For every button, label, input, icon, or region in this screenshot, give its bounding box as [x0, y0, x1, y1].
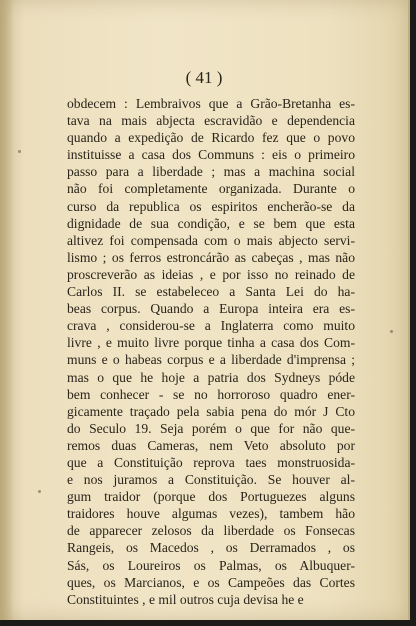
page-number: ( 41 ): [185, 68, 223, 87]
text-line: de apparecer zelosos da liberdade os Fonsecas: [67, 523, 355, 539]
text-line: proscreverão as ideias , e por isso no reinado de: [67, 266, 355, 282]
text-line: mas o que he hoje a patria dos Sydneys póde: [67, 369, 355, 385]
text-line: obdecem : Lembraivos que a Grão-Bretanha es-: [67, 96, 355, 111]
text-line: passo para a liberdade ; mas a machina social: [67, 164, 355, 180]
text-line: Sás, os Loureiros os Palmas, os Albuquer-: [67, 557, 355, 573]
text-line: dignidade de sua condição, e se bem que esta: [67, 215, 355, 231]
text-line: ques, os Marcianos, e os Campeões das Cortes: [67, 574, 355, 590]
text-line: curso da republica os espiritos encherão-se da: [67, 198, 355, 214]
text-line: lismo ; os ferros estroncárão as cabeças , mas não: [67, 249, 355, 265]
text-line: gicamente traçado pela sabia pena do mór J Cto: [67, 403, 355, 419]
text-line: não foi completamente organizada. Durante o: [67, 181, 355, 197]
text-line: bem conhecer - se no horroroso quadro ener-: [67, 386, 355, 402]
body-text: [67, 95, 355, 608]
text-line: e nos juramos a Constituição. Se houver al-: [67, 472, 355, 488]
paper-speck: [18, 150, 21, 153]
text-line: traidores houve algumas vezes), tambem hão: [67, 506, 355, 522]
paper-speck: [38, 490, 41, 493]
text-line: do Seculo 19. Seja porém o que for não que-: [67, 420, 355, 436]
text-line: que a Constituição reprova taes monstruosida-: [67, 454, 355, 470]
text-line: muns e o habeas corpus e a liberdade d'imprensa ;: [67, 352, 355, 368]
text-line: remos duas Cameras, nem Veto absoluto por: [67, 437, 355, 453]
text-line: crava , considerou-se a Inglaterra como muito: [67, 318, 355, 334]
text-line: beas corpus. Quando a Europa inteira era es-: [67, 301, 355, 317]
text-line: altivez foi compensada com o mais abjecto servi-: [67, 232, 355, 248]
text-line: Constituintes , e mil outros cuja devisa he e: [67, 591, 304, 607]
text-line: Carlos II. se estabeleceo a Santa Lei do ha-: [67, 284, 355, 300]
text-line: Rangeis, os Macedos , os Derramados , os: [67, 540, 355, 556]
text-line: gum traidor (porque dos Portuguezes alguns: [67, 489, 355, 505]
text-line: instituisse a casa dos Communs : eis o primeiro: [67, 147, 355, 163]
paper-speck: [390, 330, 393, 333]
text-line: quando a expedição de Ricardo fez que o povo: [67, 130, 355, 146]
text-line: livre , e muito livre porque tinha a casa dos Com-: [67, 335, 355, 351]
text-line: tava na mais abjecta escravidão e dependencia: [67, 113, 355, 129]
page-gutter-shadow: [0, 0, 14, 620]
